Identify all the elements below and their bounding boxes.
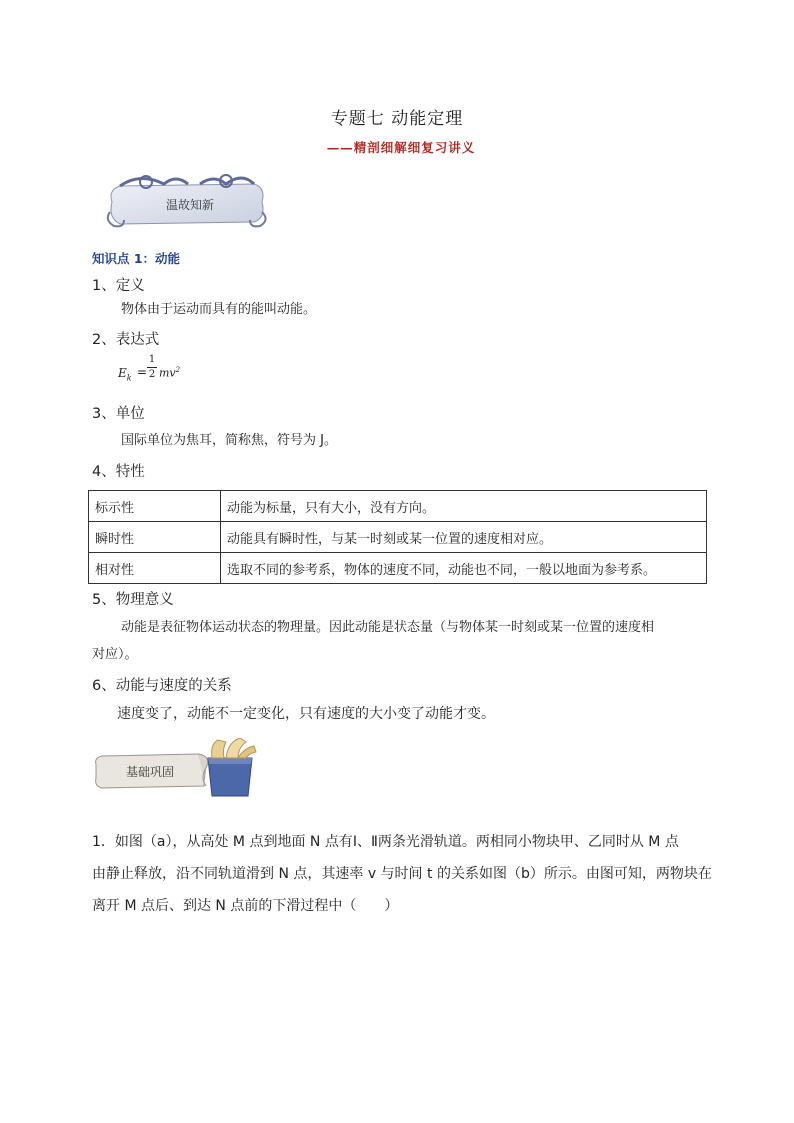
question-line: 由静止释放，沿不同轨道滑到 N 点，其速率 v 与时间 t 的关系如图（b）所示。由图可知，两物块在	[92, 866, 712, 882]
formula-lhs: $E_k$	[118, 366, 132, 383]
scroll-banner-icon	[104, 168, 269, 238]
section-heading: 1、定义	[92, 278, 145, 294]
table-cell: 动能具有瞬时性，与某一时刻或某一位置的速度相对应。	[221, 522, 707, 553]
scroll-bucket-icon	[94, 738, 264, 798]
section-body: 速度变了，动能不一定变化，只有速度的大小变了动能才变。	[117, 706, 495, 722]
question-line: 1．如图（a），从高处 M 点到地面 N 点有Ⅰ、Ⅱ两条光滑轨道。两相同小物块甲、乙同时从 M 点	[92, 834, 679, 850]
section-body: 国际单位为焦耳，简称焦，符号为 J。	[121, 433, 337, 448]
page-subtitle: ——精剖细解细复习讲义	[326, 140, 476, 155]
section-heading: 2、表达式	[92, 332, 160, 348]
formula-fraction: 1 2	[148, 354, 156, 380]
table-cell: 相对性	[89, 553, 221, 584]
practice-banner	[94, 738, 264, 798]
properties-table	[88, 490, 707, 584]
question-line: 离开 M 点后、到达 N 点前的下滑过程中（ ）	[92, 898, 399, 914]
table-row	[89, 522, 707, 553]
table-row	[89, 491, 707, 522]
table-row	[89, 553, 707, 584]
section-heading: 6、动能与速度的关系	[92, 678, 232, 694]
table-cell: 标示性	[89, 491, 221, 522]
svg-text:温故知新: 温故知新	[165, 198, 215, 212]
section-body: 动能是表征物体运动状态的物理量。因此动能是状态量（与物体某一时刻或某一位置的速度相	[121, 620, 655, 635]
knowledge-point-heading: 知识点 1：动能	[92, 251, 181, 266]
page-title: 专题七 动能定理	[330, 109, 464, 129]
table-cell: 动能为标量，只有大小，没有方向。	[221, 491, 707, 522]
section-heading: 4、特性	[92, 464, 145, 480]
kinetic-energy-formula	[118, 354, 208, 394]
formula-rhs: $mv^2$	[159, 366, 181, 380]
table-cell: 选取不同的参考系，物体的速度不同，动能也不同，一般以地面为参考系。	[221, 553, 707, 584]
section-heading: 3、单位	[92, 406, 145, 422]
formula-equals: =	[137, 365, 148, 379]
review-banner	[104, 168, 269, 238]
table-cell: 瞬时性	[89, 522, 221, 553]
section-body: 物体由于运动而具有的能叫动能。	[121, 302, 317, 317]
svg-text:基础巩固: 基础巩固	[125, 765, 175, 779]
section-body: 对应）。	[92, 647, 138, 662]
section-heading: 5、物理意义	[92, 592, 174, 608]
